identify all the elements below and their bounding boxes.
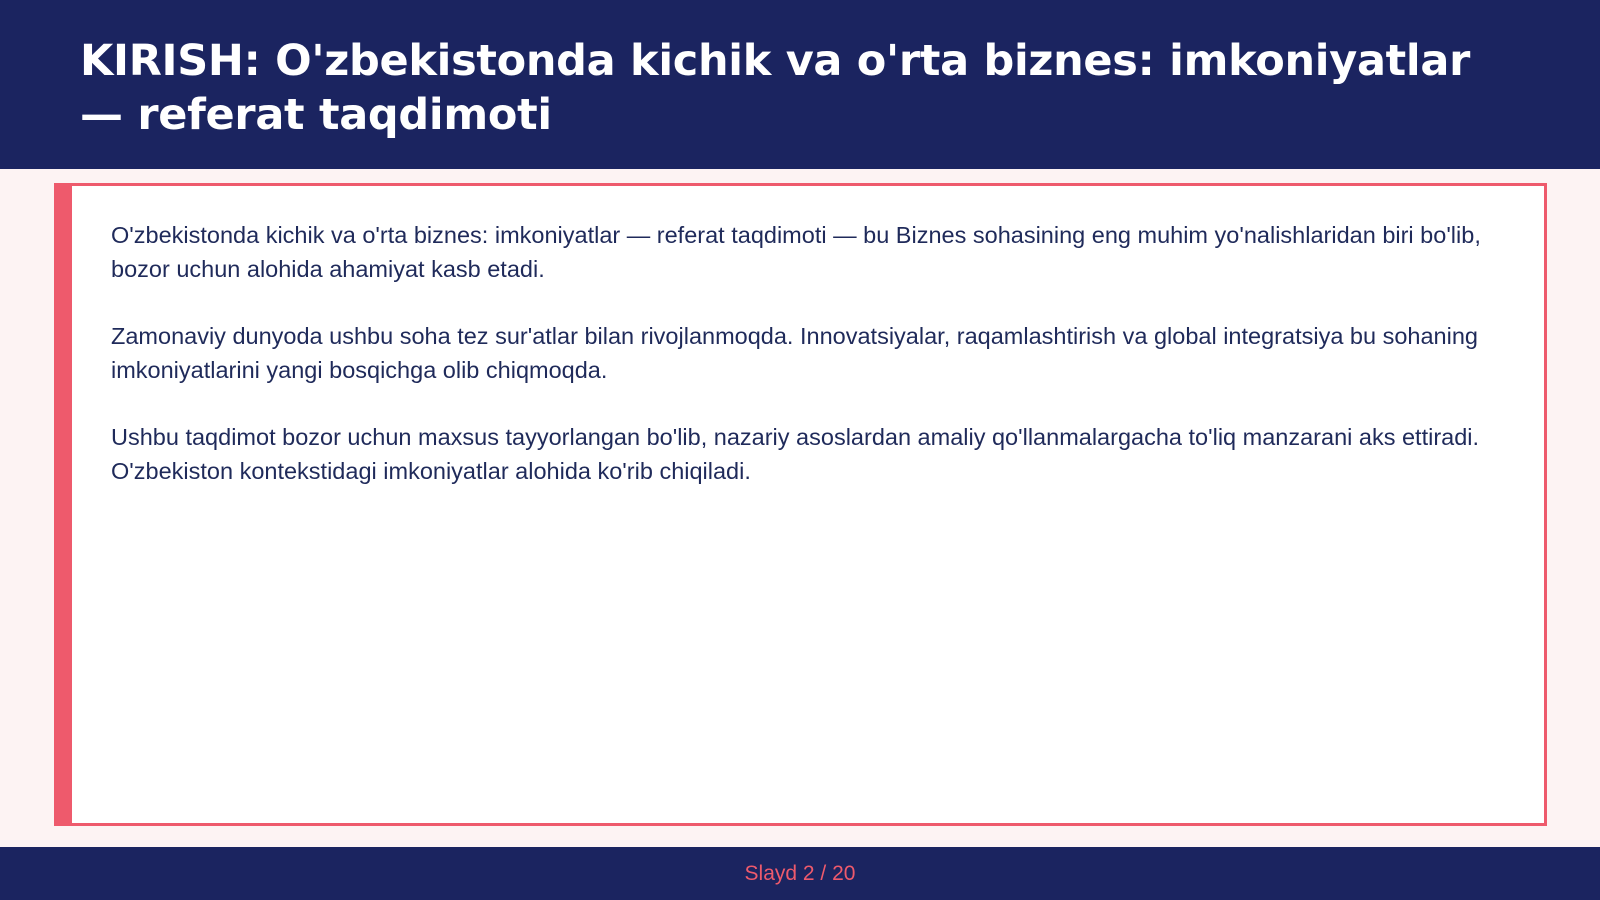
slide-footer xyxy=(0,847,1600,900)
slide-header xyxy=(0,0,1600,169)
slide-title: KIRISH: O'zbekistonda kichik va o'rta biznes: imkoniyatlar — referat taqdimoti xyxy=(80,36,1470,140)
paragraph-2: Zamonaviy dunyoda ushbu soha tez sur'atlar bilan rivojlanmoqda. Innovatsiyalar, raqamlashtirish va global integratsiya bu sohaning imkoniyatlarini yangi bosqichga olib chiqmoqda. xyxy=(111,323,1478,383)
paragraph-3: Ushbu taqdimot bozor uchun maxsus tayyorlangan bo'lib, nazariy asoslardan amaliy qo'llanmalargacha to'liq manzarani aks ettiradi. O'zbekiston kontekstidagi imkoniyatlar alohida ko'rib chiqiladi. xyxy=(111,424,1480,484)
content-card xyxy=(54,183,1547,826)
slide-number: Slayd 2 / 20 xyxy=(744,861,856,885)
paragraph-1: O'zbekistonda kichik va o'rta biznes: imkoniyatlar — referat taqdimoti — bu Biznes sohasining eng muhim yo'nalishlaridan biri bo'lib, bozor uchun alohida ahamiyat kasb etadi. xyxy=(111,222,1481,282)
